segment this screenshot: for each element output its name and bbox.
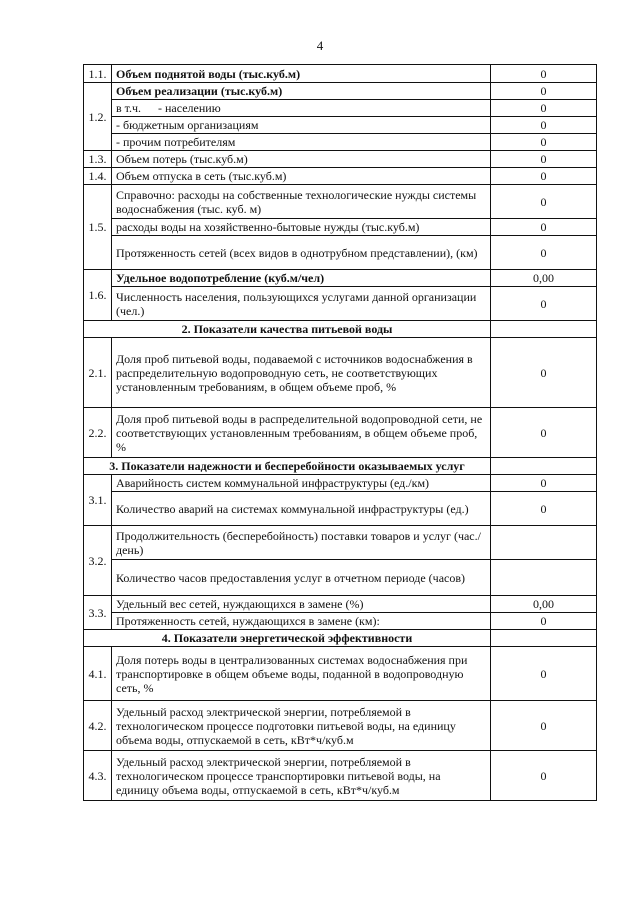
- section-title: 3. Показатели надежности и бесперебойности оказываемых услуг: [84, 458, 491, 475]
- row-label: Численность населения, пользующихся услугами данной организации (чел.): [112, 287, 491, 321]
- section-value-cell: [491, 458, 597, 475]
- row-value: 0: [491, 475, 597, 492]
- table-row: [84, 560, 597, 596]
- table-row: [84, 287, 597, 321]
- row-label: Объем потерь (тыс.куб.м): [112, 151, 491, 168]
- row-label: Удельный расход электрической энергии, потребляемой в технологическом процессе подготовки питьевой воды, на единицу объема воды, отпускаемой в сеть, кВт*ч/куб.м: [112, 701, 491, 751]
- page-number: 4: [316, 38, 324, 53]
- row-value: 0: [491, 185, 597, 219]
- row-label: расходы воды на хозяйственно-бытовые нужды (тыс.куб.м): [112, 219, 491, 236]
- table-row: [84, 270, 597, 287]
- row-label: - прочим потребителям: [112, 134, 491, 151]
- row-number: 1.1.: [84, 65, 112, 83]
- section-value-cell: [491, 321, 597, 338]
- section-value-cell: [491, 630, 597, 647]
- section-header: [84, 458, 597, 475]
- table-row: [84, 168, 597, 185]
- row-label: Доля потерь воды в централизованных системах водоснабжения при транспортировке в общем объеме воды, поданной в водопроводную сеть, %: [112, 647, 491, 701]
- row-label: Объем поднятой воды (тыс.куб.м): [112, 65, 491, 83]
- row-label: Справочно: расходы на собственные технологические нужды системы водоснабжения (тыс. куб. м): [112, 185, 491, 219]
- section-title: 4. Показатели энергетической эффективности: [84, 630, 491, 647]
- table-row: [84, 100, 597, 117]
- row-label: [112, 100, 491, 117]
- row-value: 0: [491, 236, 597, 270]
- row-value: 0: [491, 168, 597, 185]
- table-row: [84, 526, 597, 560]
- table-row: [84, 65, 597, 83]
- table-row: [84, 408, 597, 458]
- row-number: 4.1.: [84, 647, 112, 701]
- table-row: [84, 613, 597, 630]
- indicators-table: [83, 64, 597, 801]
- row-value: 0,00: [491, 596, 597, 613]
- row-value: 0: [491, 492, 597, 526]
- row-number: 1.6.: [84, 270, 112, 321]
- row-label: Количество аварий на системах коммунальной инфраструктуры (ед.): [112, 492, 491, 526]
- table-row: [84, 596, 597, 613]
- row-value: 0: [491, 100, 597, 117]
- table-row: [84, 151, 597, 168]
- table-row: [84, 751, 597, 801]
- row-label: Количество часов предоставления услуг в отчетном периоде (часов): [112, 560, 491, 596]
- row-value: 0: [491, 287, 597, 321]
- table-row: [84, 185, 597, 219]
- table-row: [84, 219, 597, 236]
- row-value: 0: [491, 83, 597, 100]
- table-row: [84, 475, 597, 492]
- row-value: 0: [491, 151, 597, 168]
- row-label: - бюджетным организациям: [112, 117, 491, 134]
- row-number: 1.5.: [84, 185, 112, 270]
- row-label: Удельное водопотребление (куб.м/чел): [112, 270, 491, 287]
- row-prefix: в т.ч.: [116, 101, 142, 115]
- table-row: [84, 117, 597, 134]
- row-number: 2.1.: [84, 338, 112, 408]
- table-row: [84, 338, 597, 408]
- row-value: [491, 526, 597, 560]
- table-row: [84, 647, 597, 701]
- row-value: 0: [491, 117, 597, 134]
- row-label: Доля проб питьевой воды в распределительной водопроводной сети, не соответствующих установленным требованиям, в общем объеме проб, %: [112, 408, 491, 458]
- section-header: [84, 630, 597, 647]
- row-label: Объем отпуска в сеть (тыс.куб.м): [112, 168, 491, 185]
- row-value: 0: [491, 647, 597, 701]
- row-value: 0: [491, 338, 597, 408]
- table-row: [84, 236, 597, 270]
- row-value: 0: [491, 613, 597, 630]
- row-label: Протяженность сетей, нуждающихся в замене (км):: [112, 613, 491, 630]
- table-row: [84, 492, 597, 526]
- row-label-text: - населению: [158, 101, 221, 115]
- row-value: 0: [491, 701, 597, 751]
- table-row: [84, 134, 597, 151]
- row-number: 1.4.: [84, 168, 112, 185]
- row-value: 0: [491, 408, 597, 458]
- row-value: 0: [491, 134, 597, 151]
- row-value: 0: [491, 219, 597, 236]
- row-value: 0,00: [491, 270, 597, 287]
- row-value: [491, 560, 597, 596]
- row-label: Аварийность систем коммунальной инфраструктуры (ед./км): [112, 475, 491, 492]
- row-number: 3.1.: [84, 475, 112, 526]
- row-label: Удельный вес сетей, нуждающихся в замене (%): [112, 596, 491, 613]
- row-label: Объем реализации (тыс.куб.м): [112, 83, 491, 100]
- row-label: Доля проб питьевой воды, подаваемой с источников водоснабжения в распределительную водопроводную сеть, не соответствующих установленным требованиям, в общем объеме проб, %: [112, 338, 491, 408]
- section-header: [84, 321, 597, 338]
- table-row: [84, 83, 597, 100]
- table-row: [84, 701, 597, 751]
- row-label: Протяженность сетей (всех видов в однотрубном представлении), (км): [112, 236, 491, 270]
- row-number: 3.2.: [84, 526, 112, 596]
- row-label: Продолжительность (бесперебойность) поставки товаров и услуг (час./день): [112, 526, 491, 560]
- row-number: 3.3.: [84, 596, 112, 630]
- row-value: 0: [491, 65, 597, 83]
- row-value: 0: [491, 751, 597, 801]
- row-number: 4.2.: [84, 701, 112, 751]
- row-number: 2.2.: [84, 408, 112, 458]
- row-label: Удельный расход электрической энергии, потребляемой в технологическом процессе транспортировки питьевой воды, на единицу объема воды, отпускаемой в сеть, кВт*ч/куб.м: [112, 751, 491, 801]
- section-title: 2. Показатели качества питьевой воды: [84, 321, 491, 338]
- row-number: 1.3.: [84, 151, 112, 168]
- row-number: 4.3.: [84, 751, 112, 801]
- row-number: 1.2.: [84, 83, 112, 151]
